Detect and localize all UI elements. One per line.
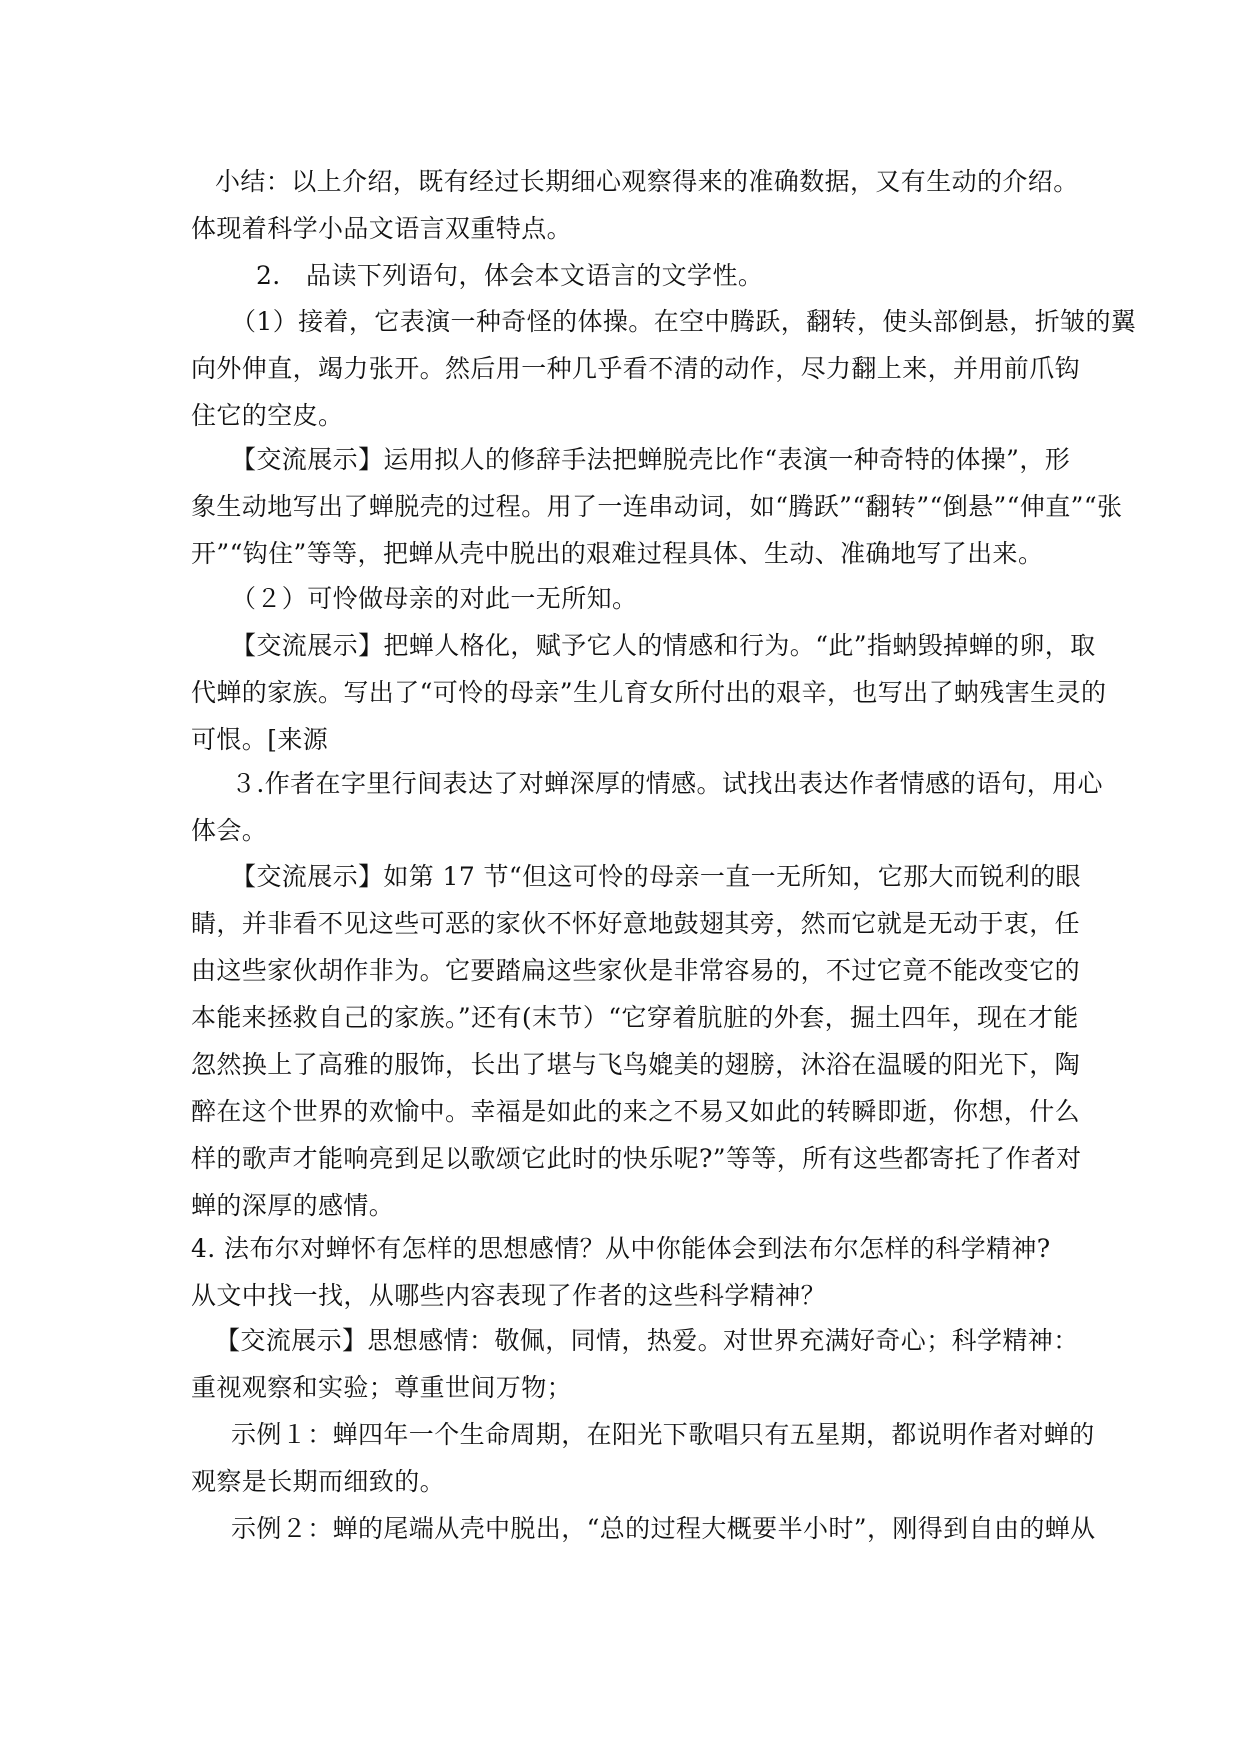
text-line: 体现着科学小品文语言双重特点。 <box>191 214 573 243</box>
summary-paragraph <box>191 158 1079 252</box>
text-line: 小结：以上介绍，既有经过长期细心观察得来的准确数据，又有生动的介绍。 <box>215 167 1079 196</box>
text-line: 【交流展示】如第 17 节“但这可怜的母亲一直一无所知，它那大而锐利的眼 <box>231 862 1081 891</box>
answer-4-paragraph <box>191 1317 1079 1411</box>
text-line: 2. 品读下列语句，体会本文语言的文学性。 <box>256 261 764 290</box>
text-line: 忽然换上了高雅的服饰，长出了堪与飞鸟媲美的翅膀，沐浴在温暖的阳光下，陶 <box>191 1050 1081 1079</box>
text-line: 【交流展示】运用拟人的修辞手法把蝉脱壳比作“表演一种奇特的体操”，形 <box>231 445 1071 474</box>
answer-3-paragraph <box>191 853 1082 1229</box>
text-line: （1）接着，它表演一种奇怪的体操。在空中腾跃，翻转，使头部倒悬，折皱的翼 <box>231 307 1137 336</box>
text-line: 体会。 <box>191 816 268 845</box>
example-1-paragraph <box>191 1411 1095 1505</box>
text-line: 醉在这个世界的欢愉中。幸福是如此的来之不易又如此的转瞬即逝，你想，什么 <box>191 1097 1081 1126</box>
text-line: 象生动地写出了蝉脱壳的过程。用了一连串动词，如“腾跃”“翻转”“倒悬”“伸直”“张 <box>191 492 1123 521</box>
text-line: 可恨。[来源 <box>191 725 329 754</box>
text-line: 示例２：蝉的尾端从壳中脱出，“总的过程大概要半小时”，刚得到自由的蝉从 <box>231 1514 1096 1543</box>
text-line: 从文中找一找，从哪些内容表现了作者的这些科学精神？ <box>191 1281 827 1310</box>
text-line: 观察是长期而细致的。 <box>191 1467 446 1496</box>
text-line: 示例１：蝉四年一个生命周期，在阳光下歌唱只有五星期，都说明作者对蝉的 <box>231 1420 1095 1449</box>
text-line: 【交流展示】把蝉人格化，赋予它人的情感和行为。“此”指蚋毁掉蝉的卵，取 <box>231 631 1096 660</box>
question-4-paragraph <box>191 1225 1071 1319</box>
quote-2-paragraph <box>191 575 1071 622</box>
answer-2-paragraph <box>191 622 1107 763</box>
text-line: 睛，并非看不见这些可恶的家伙不怀好意地鼓翅其旁，然而它就是无动于衷，任 <box>191 909 1081 938</box>
text-line: 样的歌声才能响亮到足以歌颂它此时的快乐呢?”等等，所有这些都寄托了作者对 <box>191 1144 1082 1173</box>
quote-1-paragraph <box>191 298 1137 439</box>
question-3-paragraph <box>191 760 1103 854</box>
text-line: 重视观察和实验；尊重世间万物； <box>191 1373 573 1402</box>
text-line: （２）可怜做母亲的对此一无所知。 <box>231 584 638 613</box>
text-line: 开”“钩住”等等，把蝉从壳中脱出的艰难过程具体、生动、准确地写了出来。 <box>191 539 1044 568</box>
text-line: 由这些家伙胡作非为。它要踏扁这些家伙是非常容易的，不过它竟不能改变它的 <box>191 956 1081 985</box>
text-line: 本能来拯救自己的家族。”还有(末节）“它穿着肮脏的外套，掘土四年，现在才能 <box>191 1003 1079 1032</box>
text-line: 【交流展示】思想感情：敬佩，同情，热爱。对世界充满好奇心；科学精神： <box>215 1326 1079 1355</box>
text-line: 蝉的深厚的感情。 <box>191 1191 395 1220</box>
answer-1-paragraph <box>191 436 1123 577</box>
example-2-paragraph <box>191 1505 1096 1552</box>
text-line: 向外伸直，竭力张开。然后用一种几乎看不清的动作，尽力翻上来，并用前爪钩 <box>191 354 1081 383</box>
question-2-heading <box>191 252 1071 299</box>
text-line: ３.作者在字里行间表达了对蝉深厚的情感。试找出表达作者情感的语句，用心 <box>231 769 1103 798</box>
text-line: 4. 法布尔对蝉怀有怎样的思想感情？从中你能体会到法布尔怎样的科学精神? <box>191 1234 1051 1263</box>
text-line: 代蝉的家族。写出了“可怜的母亲”生儿育女所付出的艰辛，也写出了蚋残害生灵的 <box>191 678 1107 707</box>
text-line: 住它的空皮。 <box>191 401 344 430</box>
